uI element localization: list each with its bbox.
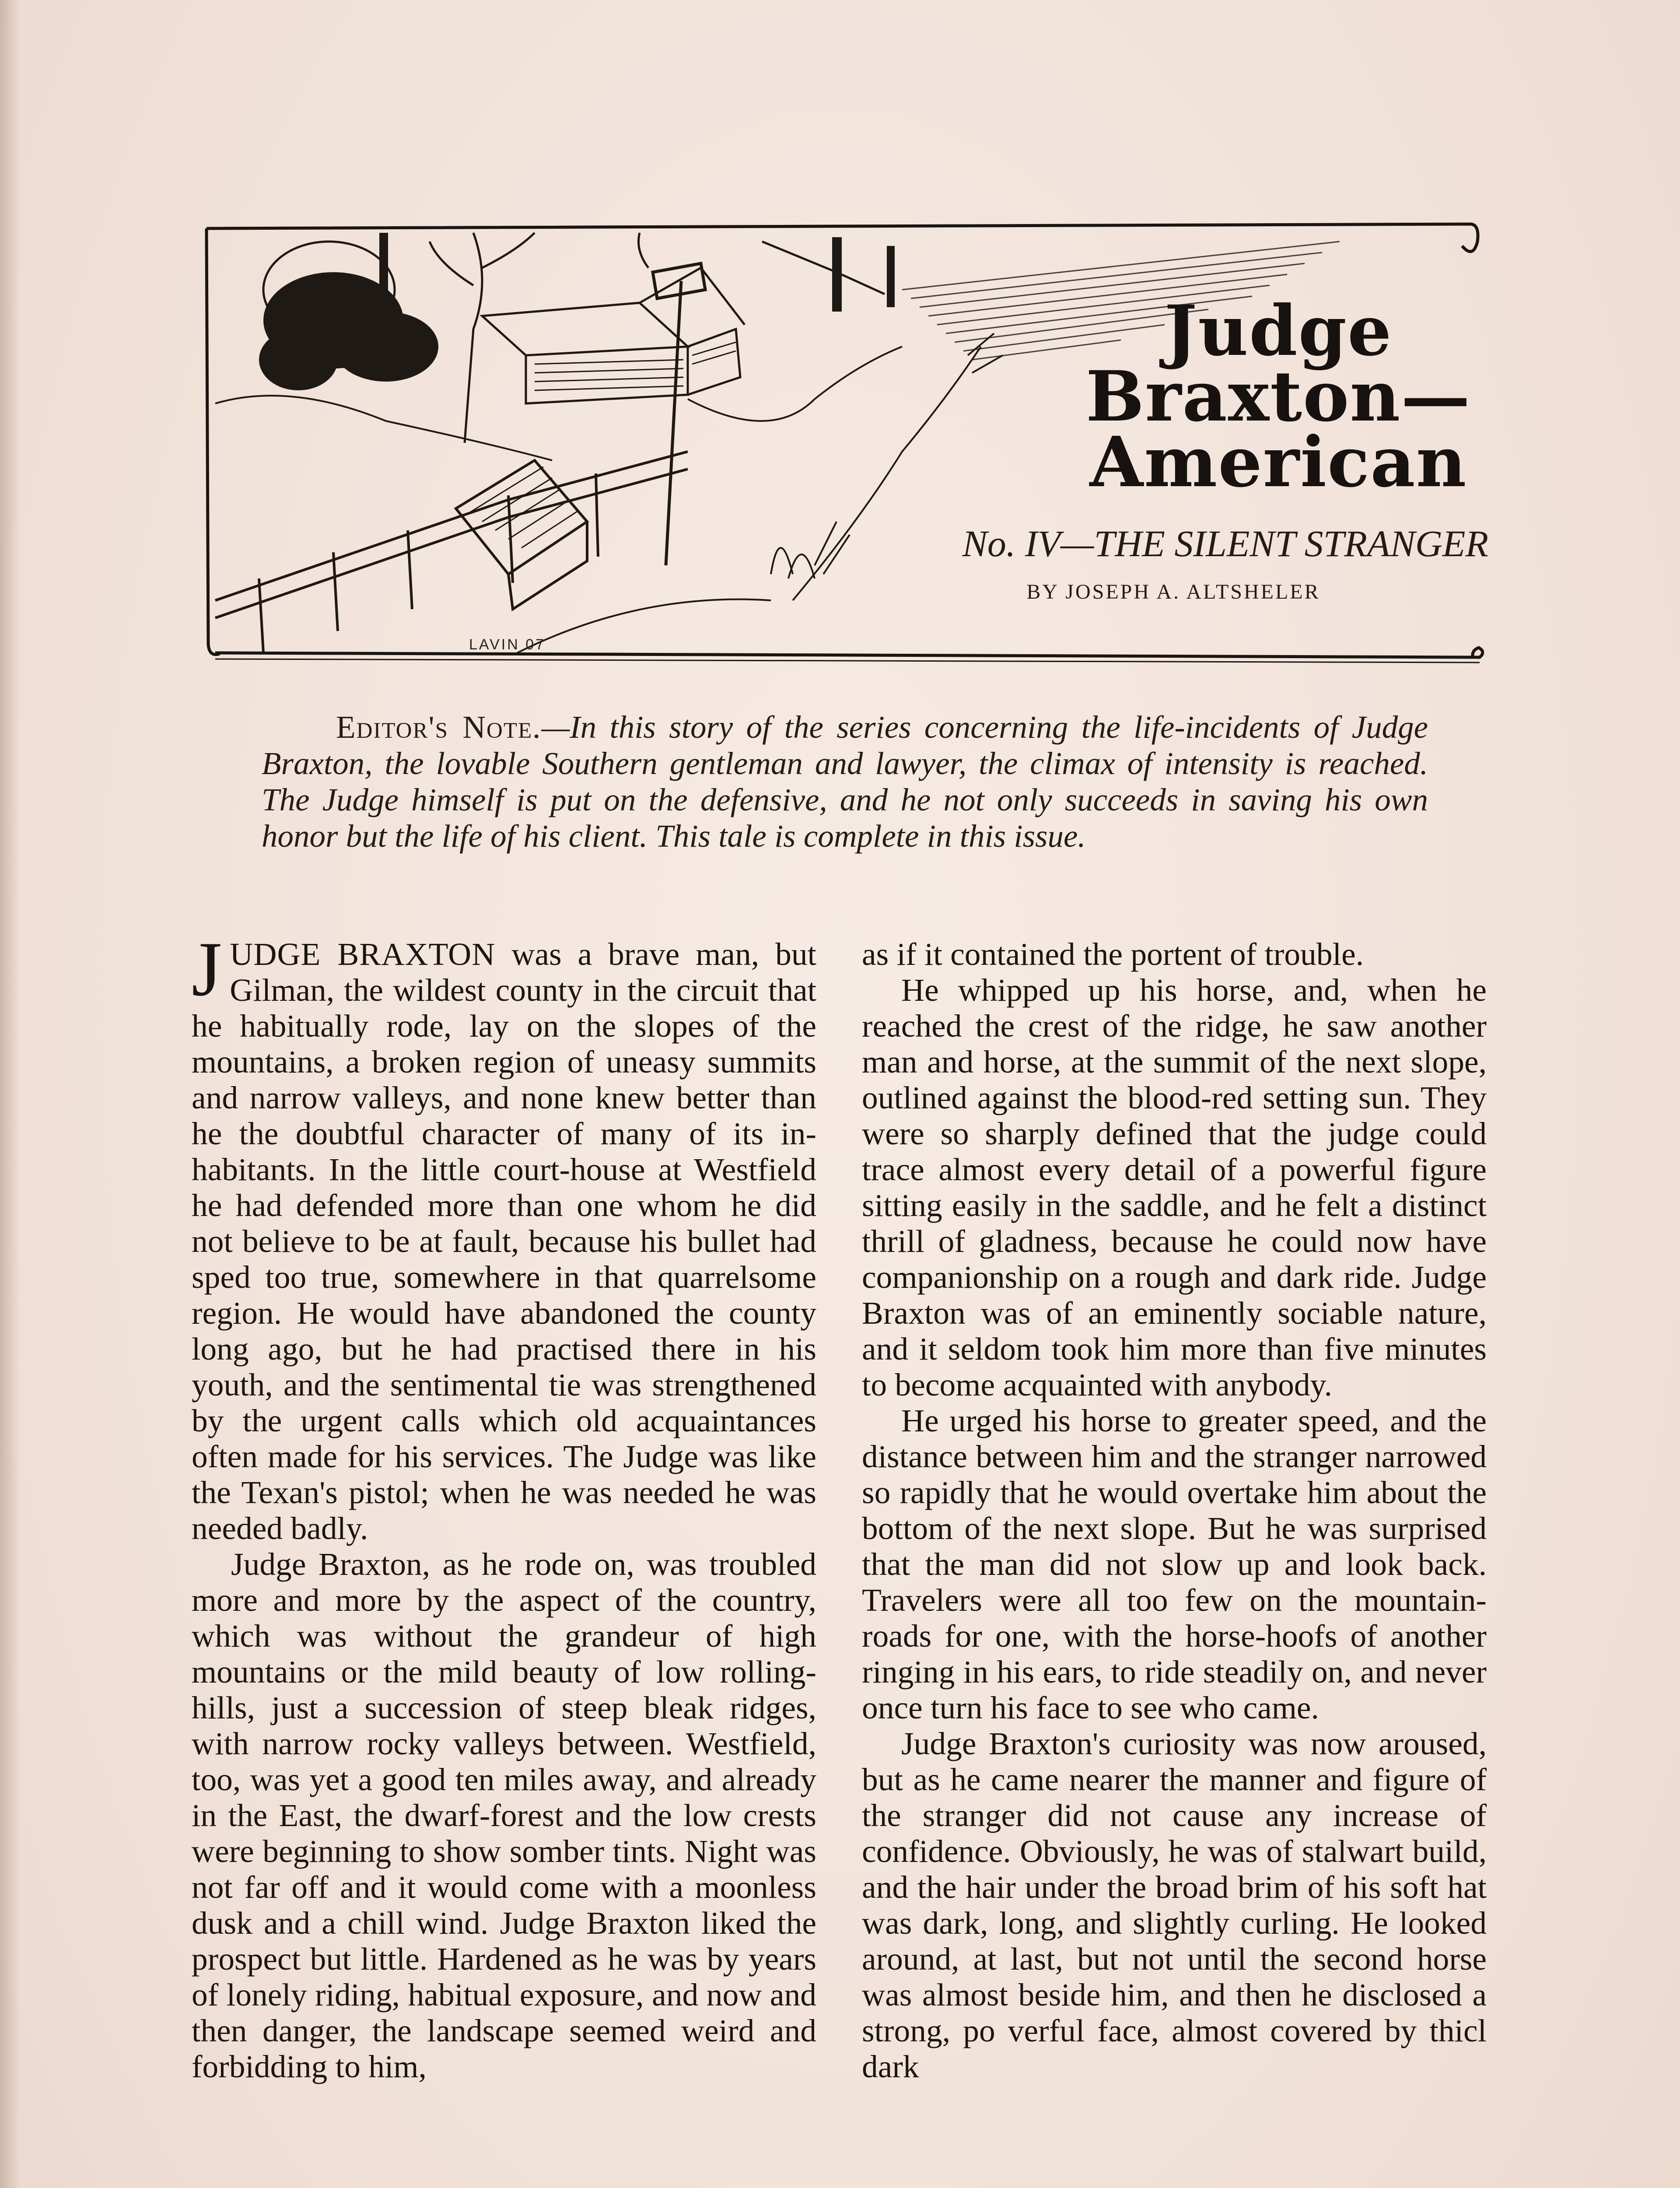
spine-shadow [0, 0, 20, 2188]
drop-cap: J [192, 926, 222, 1012]
story-paragraph [192, 926, 816, 1546]
title-line-2: Braxton— [1085, 356, 1471, 437]
paragraph-text: was a brave man, but Gilman, the wildest county in the circuit that he habitually rode, lay on the slopes of the mountains, a broken region of uneasy summits and narrow valleys, and none knew better than he the doubtful character of many of its inhabitants. In the little court-house at Westfield he had defended more than one whom he did not believe to be at fault, because his bullet had sped too true, somewhere in that quarrelsome region. He would have abandoned the county long ago, but he had practised there in his youth, and the sentimental tie was strengthened by the urgent calls which old acquaintances often made for his services. The Judge was like the Texan's pistol; when he was needed he was needed badly. [192, 936, 816, 1546]
editor-note-text: —In this story of the series concerning the life-incidents of Judge Braxton, the lovable Southern gentleman and lawyer, the climax of intensity is reached. The Judge himself is put on the defensive, and he not only succeeds in saving his own honor but the life of his client. This tale is complete in this issue. [262, 709, 1428, 854]
header-illustration [202, 215, 1488, 666]
editor-note-label: Editor's Note. [336, 709, 542, 745]
artist-signature: LAVIN 07 [469, 636, 546, 653]
byline: BY JOSEPH A. ALTSHELER [1026, 580, 1320, 603]
story-title [1073, 291, 1484, 503]
title-line-3: American [1089, 422, 1467, 503]
story-column-right [862, 936, 1487, 2085]
story-column-left [192, 926, 816, 2085]
editor-note [262, 709, 1428, 854]
story-paragraph: as if it contained the portent of trouble. [862, 936, 1364, 972]
story-paragraph: Judge Braxton's curiosity was now aroused, but as he came nearer the manner and figure of the stranger did not cause any increase of confidence. Obviously, he was of stalwart build, and the hair under the broad brim of his soft hat was dark, long, and slightly curling. He looked around, at last, but not until the second horse was almost beside him, and then he disclosed a strong, po verful face, almost covered by thicl dark [862, 1726, 1487, 2084]
story-paragraph: He urged his horse to greater speed, and the distance between him and the stranger narrowed so rapidly that he would overtake him about the bottom of the next slope. But he was surprised that the man did not slow up and look back. Travelers were all too few on the mountain-roads for one, with the horse-hoofs of another ringing in his ears, to ride steadily on, and never once turn his face to see who came. [862, 1403, 1487, 1725]
story-paragraph: Judge Braxton, as he rode on, was troubled more and more by the aspect of the country, which was without the grandeur of high mountains or the mild beauty of low rolling-hills, just a succession of steep bleak ridges, with narrow rocky valleys between. Westfield, too, was yet a good ten miles away, and already in the East, the dwarf-forest and the low crests were beginning to show somber tints. Night was not far off and it would come with a moonless dusk and a chill wind. Judge Braxton liked the prospect but little. Hardened as he was by years of lonely riding, habitual exposure, and now and then danger, the landscape seemed weird and forbidding to him, [192, 1546, 816, 2084]
opening-caps: UDGE BRAXTON [230, 936, 496, 972]
story-paragraph: He whipped up his horse, and, when he reached the crest of the ridge, he saw another man and horse, at the summit of the next slope, outlined against the blood-red setting sun. They were so sharply defined that the judge could trace almost every detail of a powerful figure sitting easily in the saddle, and he felt a distinct thrill of gladness, because he could now have companionship on a rough and dark ride. Judge Braxton was of an eminently sociable nature, and it seldom took him more than five minutes to become acquainted with anybody. [862, 972, 1487, 1403]
story-subtitle: No. IV—THE SILENT STRANGER [962, 522, 1488, 565]
title-line-1: Judge [1164, 291, 1393, 372]
